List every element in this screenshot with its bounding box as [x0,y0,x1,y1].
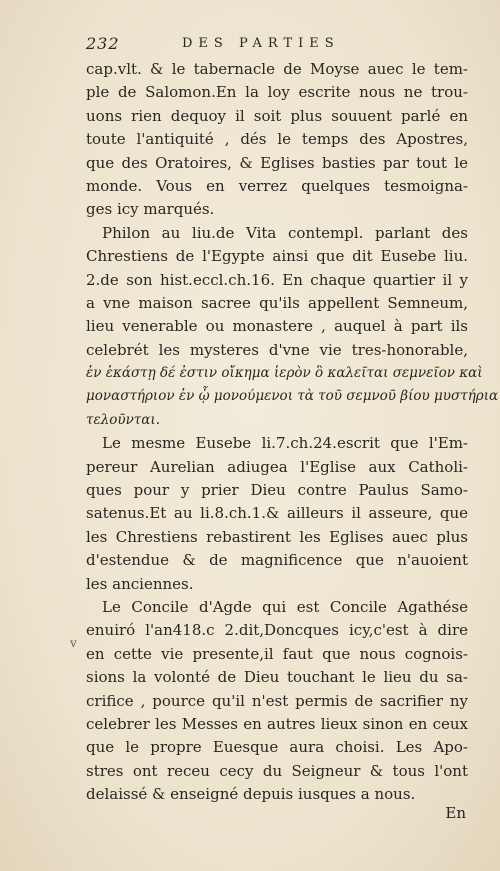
text-line: que le propre Euesque aura choisi. Les Apo- [86,738,468,757]
paragraph-start: Philon au liu.de Vita contempl. parlant des [102,223,468,242]
text-line: ple de Salomon.En la loy escrite nous ne trou- [86,83,468,102]
text-line: celebrer les Messes en autres lieux sinon en ceux [86,714,468,733]
text-line: Chrestiens de l'Egypte ainsi que dit Eusebe liu. [86,247,468,266]
greek-quote-line: τελοῦνται. [86,411,160,428]
running-title: DES PARTIES [182,36,340,51]
margin-mark: v [70,636,77,650]
greek-quote-line: ἐν ἑκάστῃ δέ ἐστιν οἴκημα ἱερὸν ὃ καλεῖται σεμνεῖον καὶ [86,365,483,382]
text-line: lieu venerable ou monastere , auquel à part ils [86,317,468,336]
text-line: ges icy marqués. [86,200,215,219]
text-line: d'estendue & de magnificence que n'auoient [86,551,468,570]
text-line: delaissé & enseigné depuis iusques a nous. [86,785,416,804]
text-line: ques pour y prier Dieu contre Paulus Samo- [86,481,468,500]
paragraph-start: Le mesme Eusebe li.7.ch.24.escrit que l'Em- [102,434,468,453]
catchword: En [445,804,466,822]
paragraph-start: Le Concile d'Agde qui est Concile Agathése [102,597,468,616]
text-line: sions la volonté de Dieu touchant le lieu du sa- [86,668,468,687]
text-line: enuiró l'an418.c 2.dit,Doncques icy,c'est à dire [86,621,468,640]
text-line: stres ont receu cecy du Seigneur & tous l'ont [86,761,468,780]
page-number: 232 [86,34,120,53]
text-line: en cette vie presente,il faut que nous cognois- [86,644,468,663]
text-line: celebrét les mysteres d'vne vie tres-honorable, [86,340,468,359]
text-line: 2.de son hist.eccl.ch.16. En chaque quartier il y [86,270,468,289]
running-head [86,34,466,54]
text-line: que des Oratoires, & Eglises basties par tout le [86,153,468,172]
body-text [86,58,499,807]
greek-quote-line: μοναστήριον ἐν ᾧ μονούμενοι τὰ τοῦ σεμνοῦ βίου μυστήρια [86,388,499,405]
text-line: crifice , pource qu'il n'est permis de sacrifier ny [86,691,468,710]
text-line: a vne maison sacree qu'ils appellent Semneum, [86,293,468,312]
text-line: cap.vlt. & le tabernacle de Moyse auec le tem- [86,60,468,78]
text-line: les Chrestiens rebastirent les Eglises auec plus [86,527,468,546]
text-line: monde. Vous en verrez quelques tesmoigna- [86,176,468,195]
text-line: satenus.Et au li.8.ch.1.& ailleurs il asseure, que [86,504,468,523]
text-line: pereur Aurelian adiugea l'Eglise aux Catholi- [86,457,468,476]
text-line: les anciennes. [86,574,194,593]
text-line: uons rien dequoy il soit plus souuent parlé en [86,106,468,125]
text-line: toute l'antiquité , dés le temps des Apostres, [86,130,468,149]
